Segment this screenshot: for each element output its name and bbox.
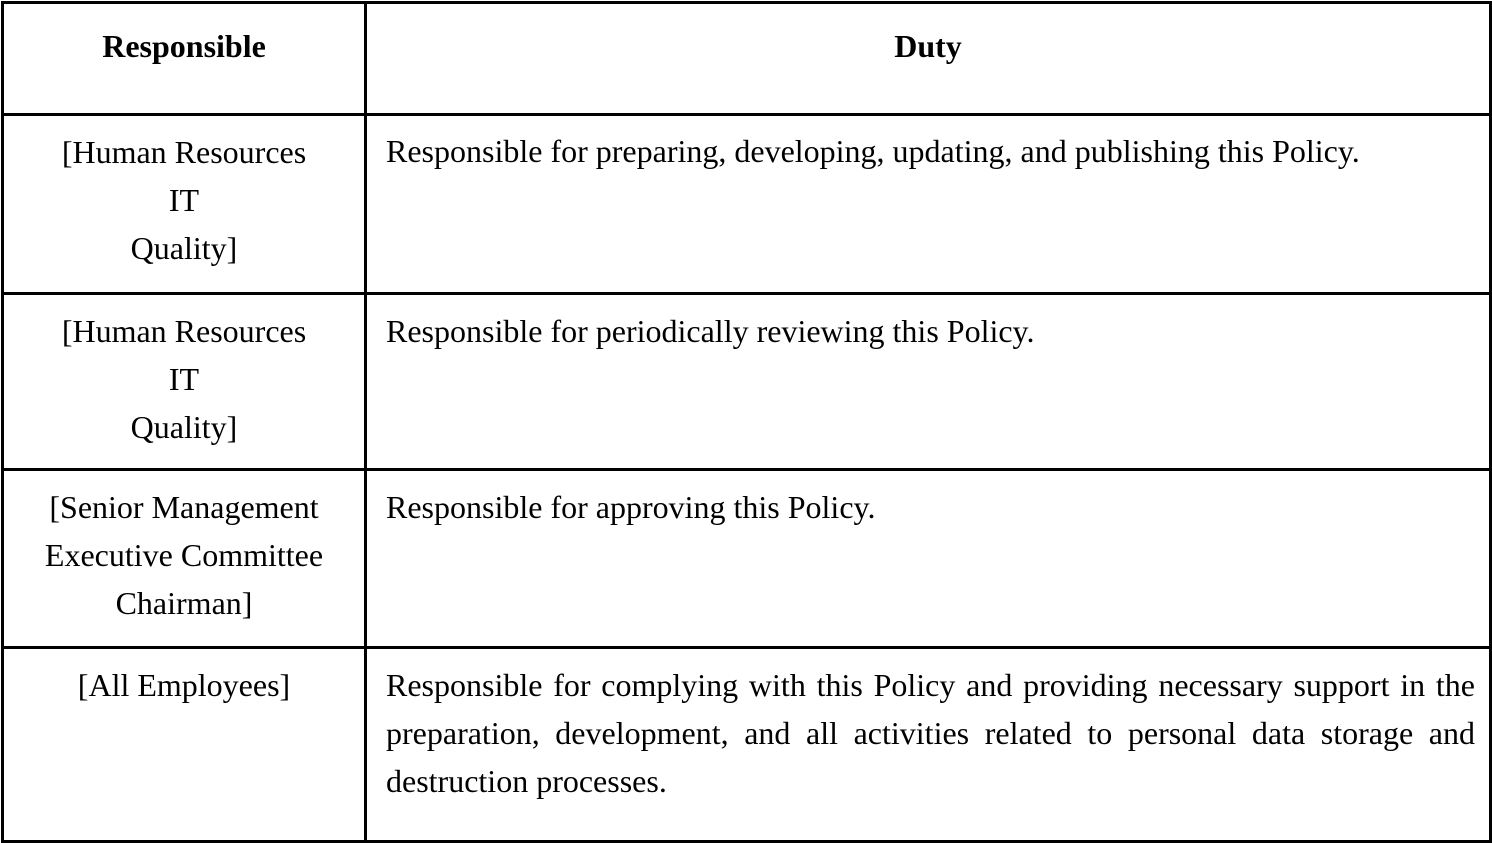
duty-cell: Responsible for complying with this Policy and providing necessary support in the preparation, development, and all activities related to personal data storage and destruction processes.: [366, 647, 1491, 841]
responsible-cell: [3, 293, 366, 469]
responsible-line: [Senior Management: [49, 488, 319, 525]
table-row: [3, 293, 1491, 469]
duty-cell: Responsible for approving this Policy.: [366, 469, 1491, 647]
header-responsible: Responsible: [3, 3, 366, 115]
responsibility-table: [1, 1, 1492, 843]
responsible-cell: [3, 647, 366, 841]
table-row: [3, 647, 1491, 841]
responsible-line: Executive Committee: [44, 536, 324, 573]
responsible-cell: [3, 115, 366, 294]
responsible-line: Quality]: [130, 230, 238, 266]
table-row: [3, 115, 1491, 294]
responsible-line: IT: [168, 182, 200, 218]
responsible-line: [Human Resources: [61, 134, 307, 170]
responsible-line: Quality]: [130, 408, 238, 445]
table-row: [3, 469, 1491, 647]
responsible-line: [Human Resources: [61, 312, 307, 349]
responsible-cell: [3, 469, 366, 647]
table-header-row: [3, 3, 1491, 115]
responsible-line: Chairman]: [115, 584, 253, 621]
responsible-line: [All Employees]: [77, 666, 291, 703]
duty-cell: Responsible for periodically reviewing this Policy.: [366, 293, 1491, 469]
header-duty: Duty: [366, 3, 1491, 115]
duty-cell: Responsible for preparing, developing, updating, and publishing this Policy.: [366, 115, 1491, 294]
responsible-line: IT: [168, 360, 200, 397]
